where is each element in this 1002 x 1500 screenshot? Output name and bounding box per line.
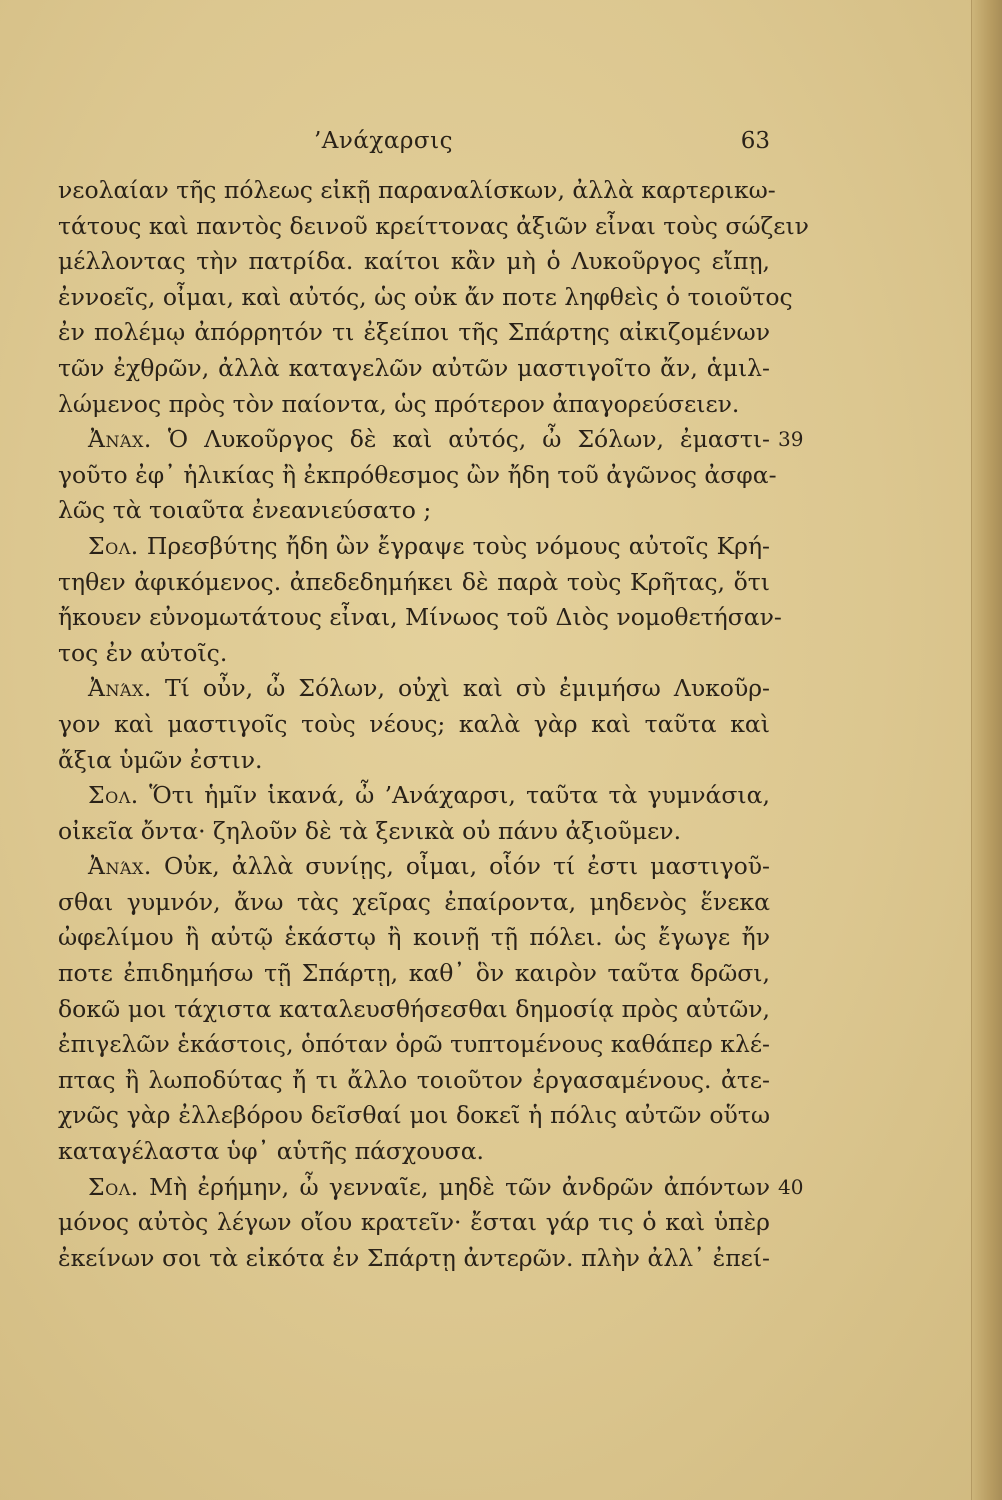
line-text: ἄξια ὑμῶν ἐστιν.: [58, 745, 263, 774]
line-text: δοκῶ μοι τάχιστα καταλευσθήσεσθαι δημοσίᾳ πρὸς αὐτῶν,: [58, 994, 770, 1023]
page-edge: [971, 0, 1002, 1500]
text-line: [58, 885, 770, 921]
text-line: [58, 1063, 770, 1099]
speaker-line: [58, 1170, 804, 1206]
line-text: Μὴ ἐρήμην, ὦ γενναῖε, μηδὲ τῶν ἀνδρῶν ἀπόντων: [149, 1172, 770, 1201]
line-text: γοῦτο ἐφ᾿ ἡλικίας ἢ ἐκπρόθεσμος ὢν ἤδη τοῦ ἀγῶνος ἀσφα-: [58, 460, 777, 489]
line-text: ἐννοεῖς, οἶμαι, καὶ αὐτός, ὡς οὐκ ἄν ποτε ληφθεὶς ὁ τοιοῦτος: [58, 282, 793, 311]
text-line: [58, 956, 770, 992]
speaker-label: Σολ.: [88, 531, 139, 560]
text-line: [58, 387, 770, 423]
line-text: τάτους καὶ παντὸς δεινοῦ κρείττονας ἀξιῶν εἶναι τοὺς σώζειν: [58, 211, 809, 240]
line-text: Τί οὖν, ὦ Σόλων, οὐχὶ καὶ σὺ ἐμιμήσω Λυκοῦρ-: [164, 674, 770, 703]
speaker-label: Ἀνάχ.: [88, 674, 152, 703]
text-line: [58, 636, 770, 672]
running-title: ’Ανάχαρσις: [314, 128, 454, 154]
speaker-label: Ἀνάχ.: [88, 852, 152, 881]
speaker-label: Ἀνάχ.: [88, 425, 152, 454]
text-line: [58, 707, 770, 743]
line-text: Ὅτι ἡμῖν ἱκανά, ὦ ’Ανάχαρσι, ταῦτα τὰ γυμνάσια,: [149, 781, 770, 810]
text-line: [58, 173, 776, 209]
line-text: γον καὶ μαστιγοῖς τοὺς νέους; καλὰ γὰρ καὶ ταῦτα καὶ: [58, 709, 770, 738]
text-line: [58, 1027, 770, 1063]
text-line: [58, 1098, 770, 1134]
line-text: ἐκείνων σοι τὰ εἰκότα ἐν Σπάρτῃ ἀντερῶν. πλὴν ἀλλ᾿ ἐπεί-: [58, 1243, 770, 1272]
line-text: Ὁ Λυκοῦργος δὲ καὶ αὐτός, ὦ Σόλων, ἐμαστι-: [167, 425, 770, 454]
body-text: [58, 173, 809, 1276]
speaker-line: [58, 529, 770, 565]
speaker-label: Σολ.: [88, 781, 139, 810]
line-text: χνῶς γὰρ ἐλλεβόρου δεῖσθαί μοι δοκεῖ ἡ πόλις αὐτῶν οὕτω: [58, 1101, 770, 1130]
text-line: [58, 1134, 770, 1170]
text-line: [58, 280, 793, 316]
text-line: [58, 565, 770, 601]
text-line: [58, 244, 770, 280]
line-text: λῶς τὰ τοιαῦτα ἐνεανιεύσατο ;: [58, 496, 432, 525]
line-text: Πρεσβύτης ἤδη ὢν ἔγραψε τοὺς νόμους αὐτοῖς Κρή-: [146, 531, 770, 560]
text-line: [58, 315, 770, 351]
text-line: [58, 600, 782, 636]
line-text: νεολαίαν τῆς πόλεως εἰκῇ παραναλίσκων, ἀλλὰ καρτερικω-: [58, 176, 776, 204]
text-line: [58, 1241, 770, 1277]
text-line: [58, 351, 770, 387]
line-text: καταγέλαστα ὑφ᾿ αὑτῆς πάσχουσα.: [58, 1137, 485, 1166]
line-text: ποτε ἐπιδημήσω τῇ Σπάρτῃ, καθ᾿ ὃν καιρὸν ταῦτα δρῶσι,: [58, 959, 770, 988]
line-text: μέλλοντας τὴν πατρίδα. καίτοι κἂν μὴ ὁ Λυκοῦργος εἴπῃ,: [58, 247, 770, 276]
text-line: [58, 1205, 770, 1241]
line-text: ἤκουεν εὐνομωτάτους εἶναι, Μίνωος τοῦ Διὸς νομοθετήσαν-: [58, 603, 782, 632]
line-text: Οὐκ, ἀλλὰ συνίῃς, οἶμαι, οἷόν τί ἐστι μαστιγοῦ-: [163, 852, 770, 881]
line-text: λώμενος πρὸς τὸν παίοντα, ὡς πρότερον ἀπαγορεύσειεν.: [58, 389, 740, 418]
line-text: τηθεν ἀφικόμενος. ἀπεδεδημήκει δὲ παρὰ τοὺς Κρῆτας, ὅτι: [58, 567, 770, 596]
section-number: 39: [778, 427, 804, 452]
text-line: [58, 920, 770, 956]
text-line: [58, 209, 809, 245]
line-text: σθαι γυμνόν, ἄνω τὰς χεῖρας ἐπαίροντα, μηδενὸς ἕνεκα: [58, 887, 770, 916]
text-line: [58, 458, 777, 494]
text-line: [58, 493, 770, 529]
line-text: τῶν ἐχθρῶν, ἀλλὰ καταγελῶν αὐτῶν μαστιγοῖτο ἄν, ἁμιλ-: [58, 353, 770, 382]
speaker-label: Σολ.: [88, 1172, 139, 1201]
section-number: 40: [778, 1174, 804, 1199]
text-line: [58, 814, 770, 850]
line-text: μόνος αὐτὸς λέγων οἴου κρατεῖν· ἔσται γάρ τις ὁ καὶ ὑπὲρ: [58, 1208, 770, 1237]
speaker-line: [58, 778, 770, 814]
line-text: οἰκεῖα ὄντα· ζηλοῦν δὲ τὰ ξενικὰ οὐ πάνυ ἀξιοῦμεν.: [58, 816, 682, 845]
speaker-line: [58, 422, 804, 458]
text-line: [58, 992, 770, 1028]
line-text: ἐπιγελῶν ἑκάστοις, ὁπόταν ὁρῶ τυπτομένους καθάπερ κλέ-: [58, 1030, 770, 1059]
text-line: [58, 743, 770, 779]
speaker-line: [58, 849, 770, 885]
page-number: 63: [740, 128, 770, 154]
line-text: ὠφελίμου ἢ αὐτῷ ἑκάστῳ ἢ κοινῇ τῇ πόλει. ὡς ἔγωγε ἤν: [58, 923, 770, 952]
line-text: τος ἐν αὐτοῖς.: [58, 638, 228, 667]
line-text: πτας ἢ λωποδύτας ἤ τι ἄλλο τοιοῦτον ἐργασαμένους. ἀτε-: [58, 1065, 770, 1094]
line-text: ἐν πολέμῳ ἀπόρρητόν τι ἐξείποι τῆς Σπάρτης αἰκιζομένων: [58, 318, 770, 347]
page-header: [58, 124, 770, 158]
speaker-line: [58, 671, 770, 707]
